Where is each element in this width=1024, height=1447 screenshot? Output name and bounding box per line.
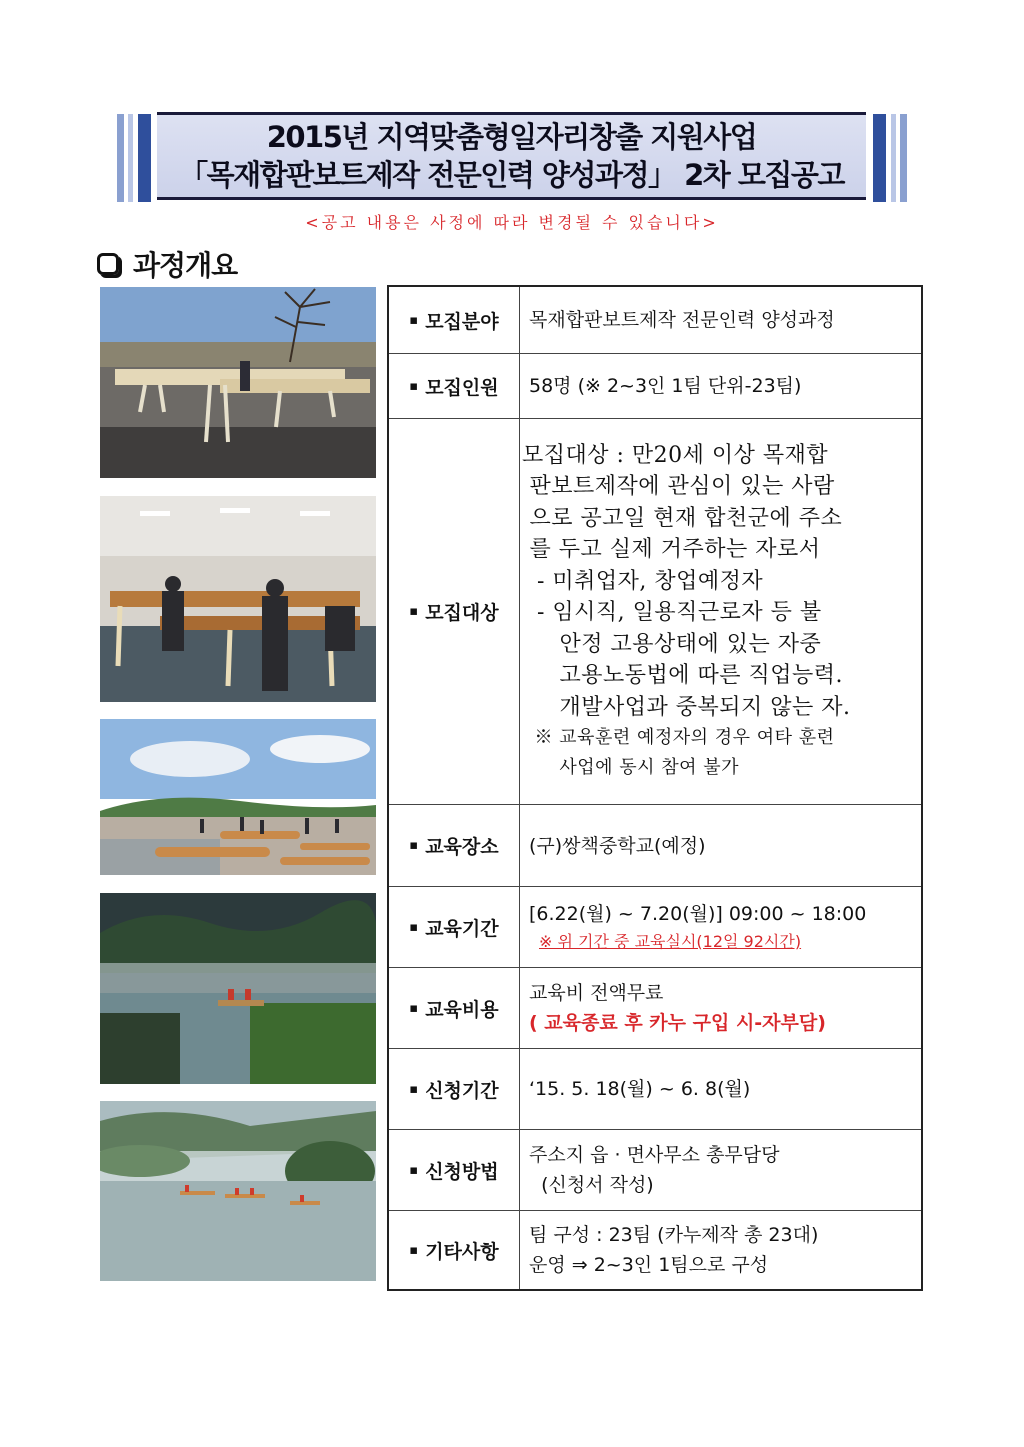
row-value-period xyxy=(520,887,921,967)
row-label-period xyxy=(389,887,520,967)
photo-foggy-lake-rowing xyxy=(100,1101,376,1281)
eligibility-line: 개발사업과 중복되지 않는 자. xyxy=(522,694,851,720)
cost-note: ( 교육종료 후 카누 구입 시-자부담) xyxy=(529,1012,826,1034)
row-value-location xyxy=(520,805,921,886)
row-label-field xyxy=(389,287,520,353)
row-value-eligibility xyxy=(520,419,921,804)
row-label-apply-period xyxy=(389,1049,520,1129)
other-note: 운영 ⇒ 2~3인 1팀으로 구성 xyxy=(529,1254,769,1276)
row-label-location xyxy=(389,805,520,886)
row-value-text: 주소지 읍 · 면사무소 총무담당 xyxy=(529,1144,780,1166)
row-value-text: 교육비 전액무료 xyxy=(529,982,664,1004)
row-value-headcount xyxy=(520,354,921,418)
row-label-text: 신청방법 xyxy=(425,1160,499,1183)
table-row xyxy=(389,419,921,805)
bullet-icon: ▪ xyxy=(409,312,419,328)
course-info-table xyxy=(387,285,923,1291)
title-line-1: 2015년 지역맞춤형일자리창출 지원사업 xyxy=(266,120,757,154)
eligibility-line: - 미취업자, 창업예정자 xyxy=(522,568,764,594)
row-label-text: 신청기간 xyxy=(425,1079,499,1102)
table-row xyxy=(389,887,921,968)
row-value-text: ‘15. 5. 18(월) ~ 6. 8(월) xyxy=(529,1078,751,1100)
row-value-other xyxy=(520,1211,921,1289)
eligibility-line: - 임시직, 일용직근로자 등 불 xyxy=(522,600,822,626)
table-row xyxy=(389,1049,921,1130)
row-value-apply-period xyxy=(520,1049,921,1129)
section-heading xyxy=(97,244,237,284)
row-value-text: (구)쌍책중학교(예정) xyxy=(529,834,706,857)
row-label-text: 모집대상 xyxy=(425,602,499,624)
row-value-cost xyxy=(520,968,921,1048)
row-label-text: 교육기간 xyxy=(425,917,499,940)
row-label-headcount xyxy=(389,354,520,418)
eligibility-line: 판보트제작에 관심이 있는 사람 xyxy=(522,474,835,500)
change-notice: <공고 내용은 사정에 따라 변경될 수 있습니다> xyxy=(305,213,719,232)
table-row xyxy=(389,805,921,887)
bullet-icon: ▪ xyxy=(409,604,419,619)
row-label-eligibility xyxy=(389,419,520,804)
eligibility-line: 고용노동법에 따른 직업능력. xyxy=(522,663,843,689)
eligibility-line: 으로 공고일 현재 합천군에 주소 xyxy=(522,505,843,531)
bullet-icon: ▪ xyxy=(409,1242,419,1258)
row-label-text: 교육장소 xyxy=(425,836,499,858)
table-row xyxy=(389,1211,921,1289)
row-label-text: 교육비용 xyxy=(425,998,499,1021)
eligibility-line: 를 두고 실제 거주하는 자로서 xyxy=(522,537,821,563)
row-value-field xyxy=(520,287,921,353)
row-label-other xyxy=(389,1211,520,1289)
eligibility-line: 모집대상 : 만20세 이상 목재합 xyxy=(522,442,829,468)
bullet-icon: ▪ xyxy=(409,1000,419,1016)
row-label-text: 모집분야 xyxy=(425,310,499,333)
photo-misty-river-canoe xyxy=(100,893,376,1084)
bullet-icon: ▪ xyxy=(409,838,419,853)
title-banner xyxy=(157,112,866,200)
photo-riverside-canoes xyxy=(100,719,376,875)
photo-outdoor-boat-frames xyxy=(100,287,376,478)
table-row xyxy=(389,354,921,419)
title-line-2: 「목재합판보트제작 전문인력 양성과정」 2차 모집공고 xyxy=(179,158,844,192)
checkbox-icon xyxy=(97,253,119,275)
row-label-text: 기타사항 xyxy=(425,1240,499,1263)
row-value-text: 58명 (※ 2~3인 1팀 단위-23팀) xyxy=(529,375,802,397)
row-label-apply-method xyxy=(389,1130,520,1210)
bullet-icon: ▪ xyxy=(409,919,419,935)
eligibility-line: 안정 고용상태에 있는 자중 xyxy=(522,631,822,657)
row-value-apply-method xyxy=(520,1130,921,1210)
row-value-text: [6.22(월) ~ 7.20(월)] 09:00 ~ 18:00 xyxy=(529,903,867,925)
eligibility-note: ※ 교육훈련 예정자의 경우 여타 훈련 xyxy=(522,727,835,749)
table-row xyxy=(389,1130,921,1211)
row-label-text: 모집인원 xyxy=(425,376,499,399)
photo-indoor-workshop xyxy=(100,496,376,702)
period-note: ※ 위 기간 중 교육실시(12일 92시간) xyxy=(539,932,802,951)
row-value-text: 목재합판보트제작 전문인력 양성과정 xyxy=(529,309,835,331)
table-row xyxy=(389,287,921,354)
apply-method-note: (신청서 작성) xyxy=(529,1174,654,1196)
table-row xyxy=(389,968,921,1049)
bullet-icon: ▪ xyxy=(409,378,419,394)
bullet-icon: ▪ xyxy=(409,1081,419,1097)
eligibility-note: 사업에 동시 참여 불가 xyxy=(522,757,739,779)
row-value-text: 팀 구성 : 23팀 (카누제작 총 23대) xyxy=(529,1224,819,1246)
row-label-cost xyxy=(389,968,520,1048)
bullet-icon: ▪ xyxy=(409,1162,419,1178)
section-title: 과정개요 xyxy=(133,249,238,282)
